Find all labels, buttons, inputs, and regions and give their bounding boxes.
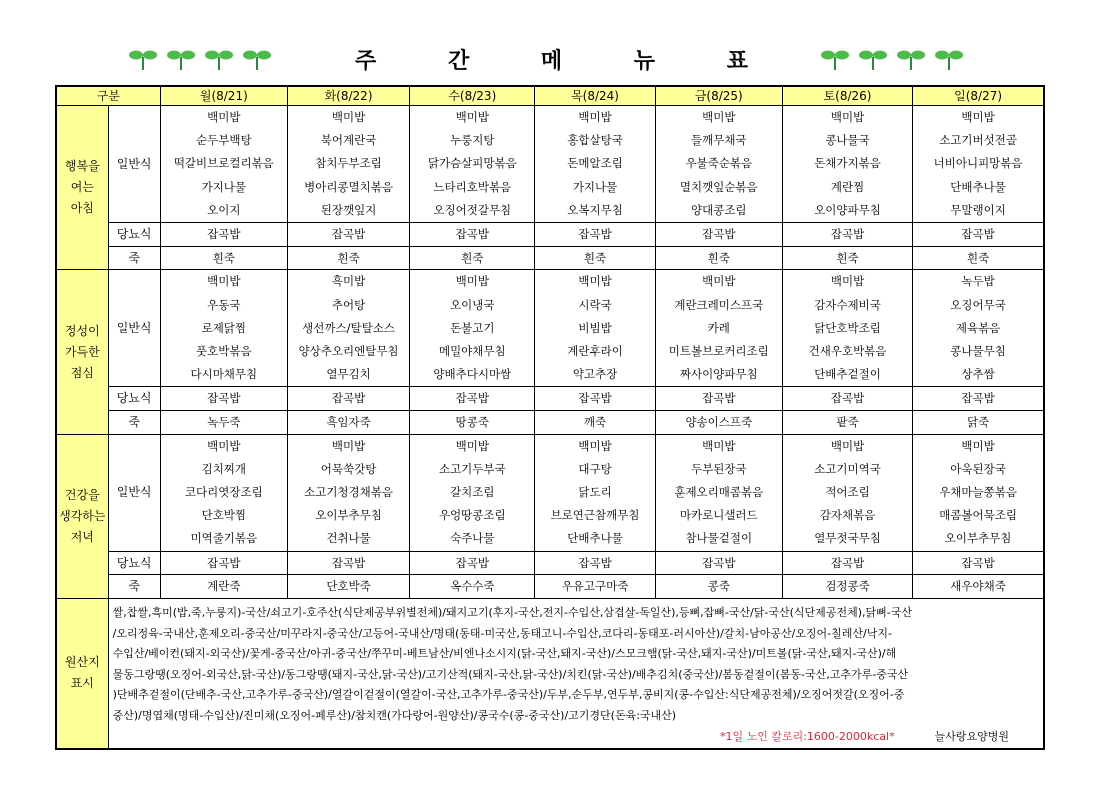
dish: 떡갈비브로컬리볶음 [173, 156, 274, 171]
dish: 참나물겉절이 [685, 531, 753, 546]
dish: 무말랭이지 [950, 202, 1006, 217]
diabetic-cell: 잡곡밥 [410, 387, 535, 411]
dish: 백미밥 [455, 438, 489, 453]
dish: 백미밥 [830, 438, 865, 453]
dish: 로제닭찜 [201, 320, 247, 335]
dish: 마카로니샐러드 [679, 508, 758, 523]
dish: 오이부추무침 [944, 531, 1012, 546]
general-label: 일반식 [108, 106, 160, 223]
dish: 백미밥 [578, 274, 612, 289]
dish: 양상추오리엔탈무침 [298, 343, 399, 358]
header-day: 수(8/23) [410, 86, 535, 106]
general-row [56, 434, 1044, 551]
diabetic-label: 당뇨식 [108, 551, 160, 575]
origin-label: 원산지 표시 [56, 599, 108, 749]
dish: 백미밥 [702, 274, 736, 289]
dish: 감자수제비국 [814, 297, 881, 312]
diabetic-row [56, 551, 1044, 575]
diabetic-cell: 잡곡밥 [535, 222, 655, 246]
porridge-cell: 옥수수죽 [410, 575, 535, 599]
dish: 백미밥 [331, 110, 366, 124]
diabetic-label: 당뇨식 [108, 222, 160, 246]
porridge-cell: 땅콩죽 [410, 410, 535, 434]
header-category: 구분 [56, 86, 160, 106]
dish: 적어조림 [825, 485, 870, 500]
origin-line: /오리정육-국내산,훈제오리-중국산/미꾸라지-중국산/고등어-국내산/명태(동태-미국산,동태고니-수입산,코다리-동태포-러시아산)/갈치-남아공산/오징어-칠레산/낙지- [112, 626, 892, 640]
menu-cell [287, 106, 409, 223]
diabetic-cell: 잡곡밥 [287, 222, 409, 246]
dish: 약고추장 [572, 367, 618, 382]
dish: 단배추나물 [567, 531, 623, 546]
porridge-cell: 검정콩죽 [782, 575, 912, 599]
porridge-row [56, 575, 1044, 599]
dish: 오징어무국 [950, 297, 1006, 312]
dish: 녹두밥 [961, 274, 995, 289]
header-day: 목(8/24) [535, 86, 655, 106]
dish: 백미밥 [331, 438, 366, 453]
dish: 카레 [707, 320, 730, 335]
menu-cell [287, 270, 409, 387]
diabetic-row [56, 222, 1044, 246]
menu-cell [535, 270, 655, 387]
dish: 가지나물 [572, 179, 618, 194]
porridge-cell: 녹두죽 [160, 410, 287, 434]
dish: 콩나물무침 [950, 343, 1006, 358]
dish: 양대콩조림 [691, 202, 747, 217]
dish: 멸치깻잎순볶음 [679, 179, 758, 194]
diabetic-label: 당뇨식 [108, 387, 160, 411]
porridge-cell: 계란죽 [160, 575, 287, 599]
dish: 단배추나물 [950, 179, 1006, 194]
porridge-cell: 흰죽 [287, 246, 409, 270]
dish: 흑미밥 [331, 274, 366, 289]
diabetic-cell: 잡곡밥 [782, 222, 912, 246]
dish: 가지나물 [201, 179, 247, 194]
diabetic-cell: 잡곡밥 [410, 551, 535, 575]
origin-line: 쌀,찹쌀,흑미(밥,죽,누룽지)-국산/쇠고기-호주산(식단제공부위별전체)/돼지고기(후지-국산,전지-수입산,삼겹살-독일산),등뼈,잡뼈-국산/닭-국산(식단제공전체),닭뼈-국산 [112, 606, 912, 620]
dish: 백미밥 [207, 110, 241, 124]
dish: 매콤볼어묵조림 [939, 508, 1017, 523]
dish: 코다리엿장조림 [184, 485, 263, 500]
dish: 돈메알조림 [567, 156, 623, 171]
dish: 두부된장국 [691, 461, 747, 476]
diabetic-cell: 잡곡밥 [160, 387, 287, 411]
dish: 오복지무침 [567, 202, 623, 217]
porridge-cell: 깨죽 [535, 410, 655, 434]
porridge-cell: 팥죽 [782, 410, 912, 434]
dish: 백미밥 [207, 438, 241, 453]
origin-line: )단배추겉절이(단배추-국산,고추가루-중국산)/열갈이겉절이(열갈이-국산,고추가루-중국산)/두부,순두부,연두부,콩비지(콩-수입산:식단제공전체)/오징어젓갈(오징어-중 [112, 688, 905, 702]
dish: 숙주나물 [450, 531, 495, 546]
origin-row [56, 599, 1044, 749]
meal-label: 건강을 생각하는 저녁 [56, 434, 108, 598]
dish: 우엉땅콩조림 [438, 508, 506, 523]
diabetic-cell: 잡곡밥 [160, 222, 287, 246]
dish: 느타리호박볶음 [433, 179, 512, 194]
diabetic-cell: 잡곡밥 [655, 387, 782, 411]
dish: 닭가슴살피망볶음 [427, 156, 517, 171]
dish: 대구탕 [578, 461, 612, 476]
porridge-label: 죽 [108, 410, 160, 434]
meal-rows [56, 106, 1044, 599]
dish: 백미밥 [578, 438, 612, 453]
menu-cell [655, 270, 782, 387]
diabetic-cell: 잡곡밥 [410, 222, 535, 246]
menu-cell [410, 106, 535, 223]
dish: 추어탕 [331, 297, 366, 312]
dish: 백미밥 [830, 110, 865, 124]
origin-line: 중산)/명엽채(명태-수입산)/진미채(오징어-페루산)/참치캔(가다랑어-원양산)/콩국수(콩-중국산)/고기경단(돈육:국내산) [112, 708, 677, 722]
porridge-cell: 흑임자죽 [287, 410, 409, 434]
diabetic-row [56, 387, 1044, 411]
diabetic-cell: 잡곡밥 [655, 551, 782, 575]
diabetic-cell: 잡곡밥 [287, 551, 409, 575]
dish: 생선까스/탈탈소스 [302, 320, 395, 335]
porridge-row [56, 246, 1044, 270]
dish: 열무김치 [326, 367, 371, 382]
dish: 비빔밥 [578, 320, 612, 335]
dish: 백미밥 [702, 110, 736, 124]
header-day: 화(8/22) [287, 86, 409, 106]
porridge-cell: 흰죽 [535, 246, 655, 270]
dish: 참치두부조림 [315, 156, 382, 171]
general-label: 일반식 [108, 434, 160, 551]
menu-cell [287, 434, 409, 551]
dish: 훈제오리매콤볶음 [674, 485, 764, 500]
dish: 소고기미역국 [814, 461, 881, 476]
dish: 순두부백탕 [196, 133, 252, 148]
dish: 아욱된장국 [950, 461, 1006, 476]
dish: 오이양파무침 [814, 202, 881, 217]
calorie-note: *1일 노인 칼로리:1600-2000kcal* [719, 730, 895, 744]
dish: 건새우호박볶음 [808, 343, 887, 358]
porridge-cell: 새우야채죽 [913, 575, 1044, 599]
menu-cell [913, 106, 1044, 223]
dish: 건취나물 [326, 531, 371, 546]
dish: 오이부추무침 [315, 508, 382, 523]
menu-cell [782, 270, 912, 387]
porridge-row [56, 410, 1044, 434]
dish: 돈불고기 [450, 320, 495, 335]
dish: 어묵쑥갓탕 [320, 461, 377, 476]
menu-cell [410, 434, 535, 551]
menu-cell [535, 434, 655, 551]
porridge-cell: 흰죽 [782, 246, 912, 270]
dish: 김치찌개 [201, 461, 247, 476]
menu-cell [160, 434, 287, 551]
porridge-cell: 양송이스프죽 [655, 410, 782, 434]
menu-cell [655, 434, 782, 551]
dish: 소고기버섯전골 [939, 133, 1017, 148]
diabetic-cell: 잡곡밥 [782, 551, 912, 575]
origin-line: 수입산/베이컨(돼지-외국산)/꽃게-중국산/아귀-중국산/쭈꾸미-베트남산/비엔나소시지(닭-국산,돼지-국산)/스모크햄(닭-국산,돼지-국산)/미트볼(닭-국산,돼지-국산)/해 [112, 647, 897, 661]
porridge-label: 죽 [108, 246, 160, 270]
porridge-cell: 흰죽 [160, 246, 287, 270]
dish: 소고기청경채볶음 [304, 485, 393, 500]
dish: 갈치조림 [450, 485, 495, 500]
menu-cell [160, 106, 287, 223]
diabetic-cell: 잡곡밥 [287, 387, 409, 411]
dish: 콩나물국 [825, 133, 870, 148]
menu-cell [160, 270, 287, 387]
dish: 우동국 [207, 297, 241, 312]
dish: 백미밥 [455, 274, 489, 289]
dish: 병아리콩멸치볶음 [304, 179, 393, 194]
dish: 브로연근참깨무침 [550, 508, 640, 523]
dish: 제육볶음 [955, 320, 1001, 335]
dish: 백미밥 [207, 274, 241, 289]
dish: 미트볼브로커리조림 [668, 343, 769, 358]
dish: 들깨무채국 [691, 133, 747, 148]
page-title: 주 간 메 뉴 표 [355, 49, 780, 74]
dish: 계란크레미스프국 [674, 297, 764, 312]
diabetic-cell: 잡곡밥 [913, 551, 1044, 575]
dish: 소고기두부국 [438, 461, 506, 476]
porridge-cell: 흰죽 [410, 246, 535, 270]
sprout-icon [858, 48, 888, 72]
dish: 우불죽순볶음 [685, 156, 753, 171]
dish: 된장깻잎지 [320, 202, 377, 217]
dish: 열무젓국무침 [814, 531, 881, 546]
dish: 북어계란국 [320, 133, 377, 148]
diabetic-cell: 잡곡밥 [913, 222, 1044, 246]
dish: 우채마늘쫑볶음 [939, 485, 1017, 500]
dish: 백미밥 [578, 110, 612, 124]
header-day: 토(8/26) [782, 86, 912, 106]
menu-cell [410, 270, 535, 387]
dish: 오이냉국 [450, 297, 495, 312]
origin-text-cell [108, 599, 1044, 749]
dish: 닭단호박조림 [814, 320, 881, 335]
dish: 상추쌈 [961, 367, 995, 382]
dish: 감자채볶음 [819, 508, 876, 523]
header-day: 일(8/27) [913, 86, 1044, 106]
dish: 짜사이양파무침 [679, 367, 758, 382]
dish: 돈채가지볶음 [814, 156, 881, 171]
dish: 백미밥 [830, 274, 865, 289]
porridge-cell: 흰죽 [655, 246, 782, 270]
dish: 백미밥 [455, 110, 489, 124]
diabetic-cell: 잡곡밥 [655, 222, 782, 246]
porridge-cell: 콩죽 [655, 575, 782, 599]
header-row [56, 86, 1044, 106]
meal-label: 행복을 여는 아침 [56, 106, 108, 270]
header-day: 월(8/21) [160, 86, 287, 106]
general-label: 일반식 [108, 270, 160, 387]
dish: 닭도리 [578, 485, 612, 500]
dish: 계란후라이 [567, 343, 623, 358]
dish: 오징어젓갈무침 [433, 202, 512, 217]
dish: 백미밥 [961, 438, 995, 453]
porridge-cell: 닭죽 [913, 410, 1044, 434]
porridge-cell: 흰죽 [913, 246, 1044, 270]
header-day: 금(8/25) [655, 86, 782, 106]
dish: 다시마채무침 [190, 367, 258, 382]
menu-cell [913, 270, 1044, 387]
general-row [56, 106, 1044, 223]
hospital-name: 늘사랑요양병원 [934, 730, 1009, 744]
general-row [56, 270, 1044, 387]
dish: 단배추겉절이 [814, 367, 881, 382]
menu-cell [655, 106, 782, 223]
meal-label: 정성이 가득한 점심 [56, 270, 108, 434]
origin-line: 물동그랑땡(오징어-외국산,닭-국산)/동그랑땡(돼지-국산,닭-국산)/고기산적(돼지-국산,닭-국산)/치킨(닭-국산)/배추김치(중국산)/봄동겉절이(봄동-국산,고추가루-중국산 [112, 667, 909, 681]
dish: 누룽지탕 [450, 133, 495, 148]
sprout-icon [896, 48, 926, 72]
sprouts-right [820, 48, 964, 72]
dish: 메밀야채무침 [438, 343, 506, 358]
diabetic-cell: 잡곡밥 [160, 551, 287, 575]
sprout-icon [820, 48, 850, 72]
porridge-label: 죽 [108, 575, 160, 599]
dish: 너비아니피망볶음 [933, 156, 1023, 171]
dish: 시락국 [578, 297, 612, 312]
menu-cell [913, 434, 1044, 551]
menu-cell [535, 106, 655, 223]
dish: 백미밥 [961, 110, 995, 124]
porridge-cell: 우유고구마죽 [535, 575, 655, 599]
diabetic-cell: 잡곡밥 [913, 387, 1044, 411]
diabetic-cell: 잡곡밥 [535, 551, 655, 575]
dish: 미역줄기볶음 [190, 531, 258, 546]
sprout-icon [934, 48, 964, 72]
dish: 계란찜 [830, 179, 865, 194]
menu-cell [782, 106, 912, 223]
dish: 양배추다시마쌈 [433, 367, 512, 382]
diabetic-cell: 잡곡밥 [782, 387, 912, 411]
dish: 오이지 [207, 202, 241, 217]
menu-cell [782, 434, 912, 551]
footer-row [113, 727, 1039, 748]
porridge-cell: 단호박죽 [287, 575, 409, 599]
dish: 백미밥 [702, 438, 736, 453]
dish: 홍합살탕국 [567, 133, 623, 148]
diabetic-cell: 잡곡밥 [535, 387, 655, 411]
dish: 풋호박볶음 [196, 343, 252, 358]
dish: 단호박찜 [201, 508, 247, 523]
weekly-menu-table [55, 85, 1045, 750]
